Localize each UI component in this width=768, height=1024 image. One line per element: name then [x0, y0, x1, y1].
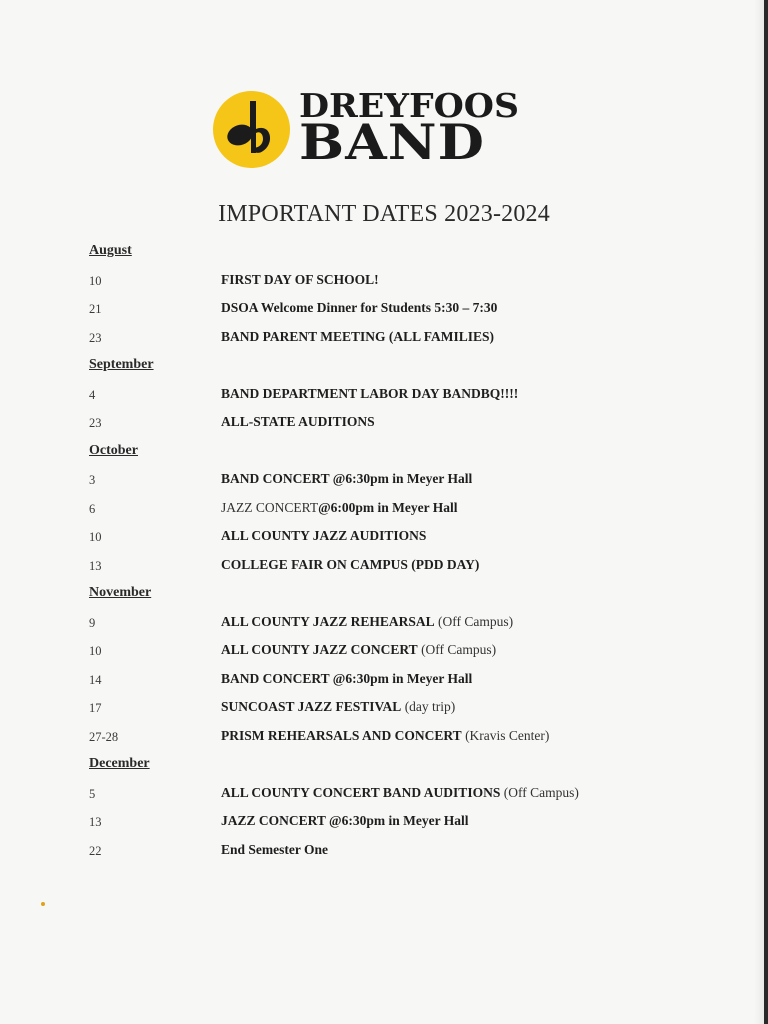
event-text: BAND CONCERT @6:30pm in Meyer Hall [221, 670, 473, 686]
event-day: 13 [89, 815, 102, 829]
event-description [221, 528, 426, 544]
event-day: 4 [89, 387, 96, 402]
event-text: ALL COUNTY JAZZ CONCERT [221, 642, 418, 657]
event-text: PRISM REHEARSALS AND CONCERT [221, 727, 462, 743]
event-day: 10 [89, 530, 102, 544]
dreyfoos-band-logo [213, 88, 553, 172]
event-description [221, 471, 472, 487]
event-day: 17 [89, 701, 102, 715]
event-note: (Off Campus) [500, 784, 579, 800]
event-text: BAND PARENT MEETING (ALL FAMILIES) [221, 328, 495, 344]
month-heading: September [89, 357, 154, 372]
logo-line1: DREYFOOS [299, 86, 519, 125]
event-day: 23 [89, 416, 102, 430]
event-day: 10 [89, 273, 102, 288]
event-text: SUNCOAST JAZZ FESTIVAL [221, 699, 402, 714]
event-description [221, 671, 472, 687]
event-text: @6:00pm in Meyer Hall [318, 499, 458, 515]
event-day: 27-28 [89, 729, 119, 744]
event-description [221, 842, 328, 858]
event-description [221, 557, 479, 573]
page-shade [754, 0, 764, 1024]
event-day: 9 [89, 615, 96, 630]
event-text: BAND CONCERT @6:30pm in Meyer Hall [221, 471, 473, 486]
stray-dot [41, 902, 45, 906]
month-heading: December [89, 756, 150, 771]
event-note: (Kravis Center) [461, 727, 550, 743]
event-day: 21 [89, 302, 102, 316]
event-text: ALL-STATE AUDITIONS [221, 414, 375, 429]
event-text: ALL COUNTY CONCERT BAND AUDITIONS [221, 784, 501, 800]
event-text: BAND DEPARTMENT LABOR DAY BANDBQ!!!! [221, 385, 519, 401]
event-note: (Off Campus) [434, 613, 514, 629]
event-note: (Off Campus) [417, 642, 497, 657]
event-note: (day trip) [401, 699, 456, 714]
music-note-db-icon [213, 91, 290, 168]
month-heading: November [89, 585, 152, 600]
event-day: 14 [89, 672, 102, 687]
event-day: 13 [89, 558, 102, 573]
event-description [221, 300, 497, 316]
event-description [221, 728, 549, 744]
event-description [221, 329, 494, 345]
event-text: ALL COUNTY JAZZ REHEARSAL [221, 613, 435, 629]
event-description [221, 813, 468, 829]
event-text: COLLEGE FAIR ON CAMPUS (PDD DAY) [221, 556, 480, 572]
event-description [221, 642, 496, 658]
logo-line2: BAND [299, 113, 486, 171]
page-title: IMPORTANT DATES 2023-2024 [218, 201, 550, 227]
event-day: 5 [89, 786, 96, 801]
event-day: 6 [89, 501, 96, 516]
event-day: 10 [89, 644, 102, 658]
event-description [221, 699, 455, 715]
event-description [221, 272, 379, 288]
page-edge [764, 0, 768, 1024]
event-text: End Semester One [221, 841, 328, 857]
month-heading: October [89, 442, 138, 458]
event-day: 22 [89, 843, 102, 858]
event-text: DSOA Welcome Dinner for Students 5:30 – 7:30 [221, 300, 498, 315]
event-day: 23 [89, 330, 102, 345]
event-text: FIRST DAY OF SCHOOL! [221, 271, 379, 287]
event-text: JAZZ CONCERT @6:30pm in Meyer Hall [221, 813, 469, 828]
event-description [221, 386, 518, 402]
month-heading: August [89, 243, 132, 258]
event-text: ALL COUNTY JAZZ AUDITIONS [221, 528, 427, 543]
event-day: 3 [89, 473, 96, 487]
event-description [221, 414, 375, 430]
event-description [221, 500, 458, 516]
event-description [221, 785, 579, 801]
event-description [221, 614, 513, 630]
event-lead: JAZZ CONCERT [221, 499, 319, 515]
